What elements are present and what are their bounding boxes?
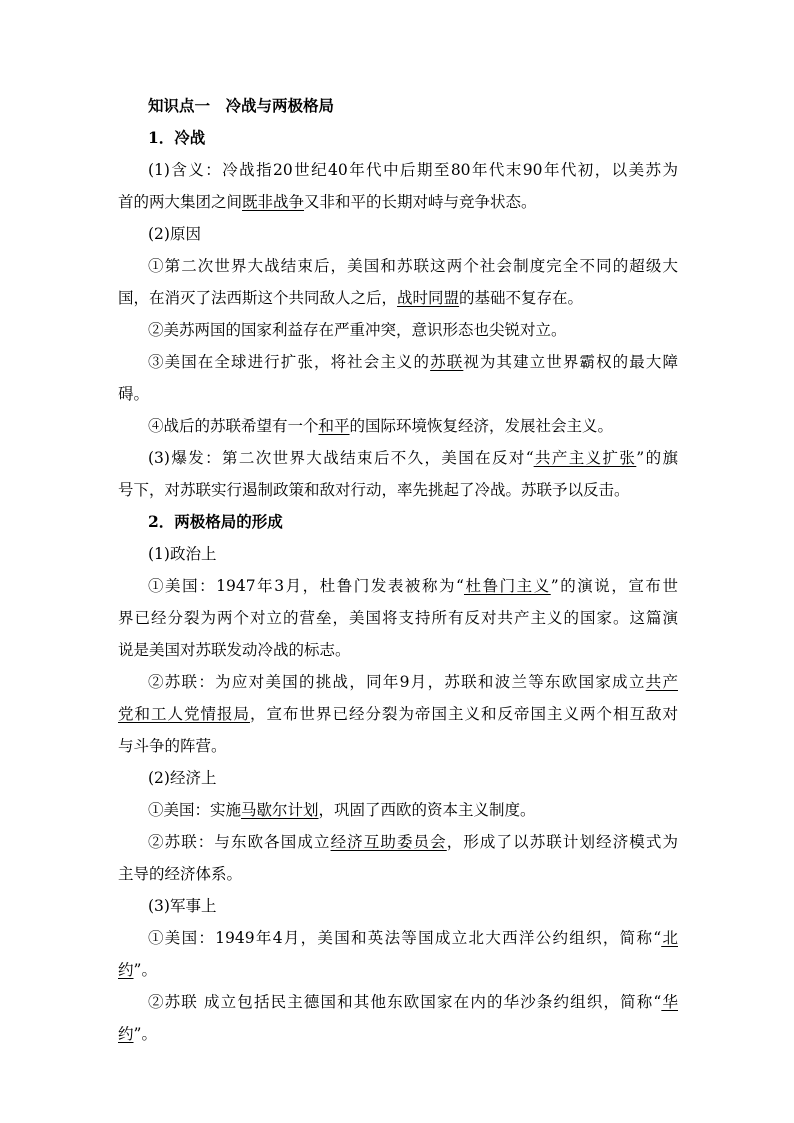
economy-ussr-line-1: ②苏联：与东欧各国成立经济互助委员会，形成了以苏联计划经济模式为 — [148, 833, 678, 851]
underlined-keyword: 马歇尔计划 — [241, 801, 319, 819]
military-ussr-line-2: 约”。 — [118, 1025, 157, 1043]
underlined-keyword: 苏联 — [430, 353, 464, 371]
politics-us-line-2: 界已经分裂为两个对立的营垒，美国将支持所有反对共产主义的国家。这篇演 — [118, 609, 678, 627]
underlined-keyword: 共产主义扩张 — [533, 449, 637, 467]
military-us-line-1: ①美国：1949年4月，美国和英法等国成立北大西洋公约组织，简称“北 — [148, 929, 678, 947]
economy-title: (2)经济上 — [148, 769, 217, 787]
politics-us-line-3: 说是美国对苏联发动冷战的标志。 — [118, 641, 351, 659]
underlined-keyword: 战时同盟 — [397, 289, 460, 307]
underlined-keyword: 既非战争 — [242, 193, 305, 211]
military-us-line-2: 约”。 — [118, 961, 157, 979]
military-ussr-line-1: ②苏联 成立包括民主德国和其他东欧国家在内的华沙条约组织，简称“华 — [148, 993, 678, 1011]
outbreak-line-1: (3)爆发：第二次世界大战结束后不久，美国在反对“共产主义扩张”的旗 — [148, 449, 678, 467]
economy-ussr-line-2: 主导的经济体系。 — [118, 865, 243, 883]
politics-us-line-1: ①美国：1947年3月，杜鲁门发表被称为“杜鲁门主义”的演说，宣布世 — [148, 577, 678, 595]
cause-4: ④战后的苏联希望有一个和平的国际环境恢复经济，发展社会主义。 — [148, 417, 614, 435]
section-heading: 知识点一 冷战与两极格局 — [148, 96, 335, 115]
politics-ussr-line-3: 与斗争的阵营。 — [118, 737, 227, 755]
underlined-keyword: 经济互助委员会 — [330, 833, 447, 851]
economy-us: ①美国：实施马歇尔计划，巩固了西欧的资本主义制度。 — [148, 801, 536, 819]
underlined-keyword: 约 — [118, 1025, 134, 1043]
cause-1-line-1: ①第二次世界大战结束后，美国和苏联这两个社会制度完全不同的超级大 — [148, 257, 678, 275]
politics-title: (1)政治上 — [148, 545, 217, 563]
underlined-keyword: 北 — [661, 929, 678, 947]
underlined-keyword: 和平 — [318, 417, 350, 435]
cause-1-line-2: 国，在消灭了法西斯这个共同敌人之后，战时同盟的基础不复存在。 — [118, 289, 584, 307]
subsection-title-cold-war: 1．冷战 — [148, 128, 206, 147]
cause-3-line-2: 碍。 — [118, 385, 150, 403]
underlined-keyword: 约 — [118, 961, 134, 979]
underlined-keyword: 党和工人党情报局 — [118, 705, 250, 723]
causes-title: (2)原因 — [148, 225, 201, 243]
underlined-keyword: 共产 — [645, 673, 678, 691]
cause-3-line-1: ③美国在全球进行扩张，将社会主义的苏联视为其建立世界霸权的最大障 — [148, 353, 678, 371]
politics-ussr-line-2: 党和工人党情报局，宣布世界已经分裂为帝国主义和反帝国主义两个相互敌对 — [118, 705, 678, 723]
politics-ussr-line-1: ②苏联：为应对美国的挑战，同年9月，苏联和波兰等东欧国家成立共产 — [148, 673, 678, 691]
definition-line-1: (1)含义：冷战指20世纪40年代中后期至80年代末90年代初，以美苏为 — [148, 161, 678, 179]
outbreak-line-2: 号下，对苏联实行遏制政策和敌对行动，率先挑起了冷战。苏联予以反击。 — [118, 481, 630, 499]
underlined-keyword: 华 — [661, 993, 678, 1011]
definition-line-2: 首的两大集团之间既非战争又非和平的长期对峙与竞争状态。 — [118, 193, 537, 211]
cause-2: ②美苏两国的国家利益存在严重冲突，意识形态也尖锐对立。 — [148, 321, 567, 339]
underlined-keyword: 杜鲁门主义 — [463, 577, 551, 595]
subsection-title-bipolar: 2．两极格局的形成 — [148, 512, 283, 531]
military-title: (3)军事上 — [148, 897, 217, 915]
